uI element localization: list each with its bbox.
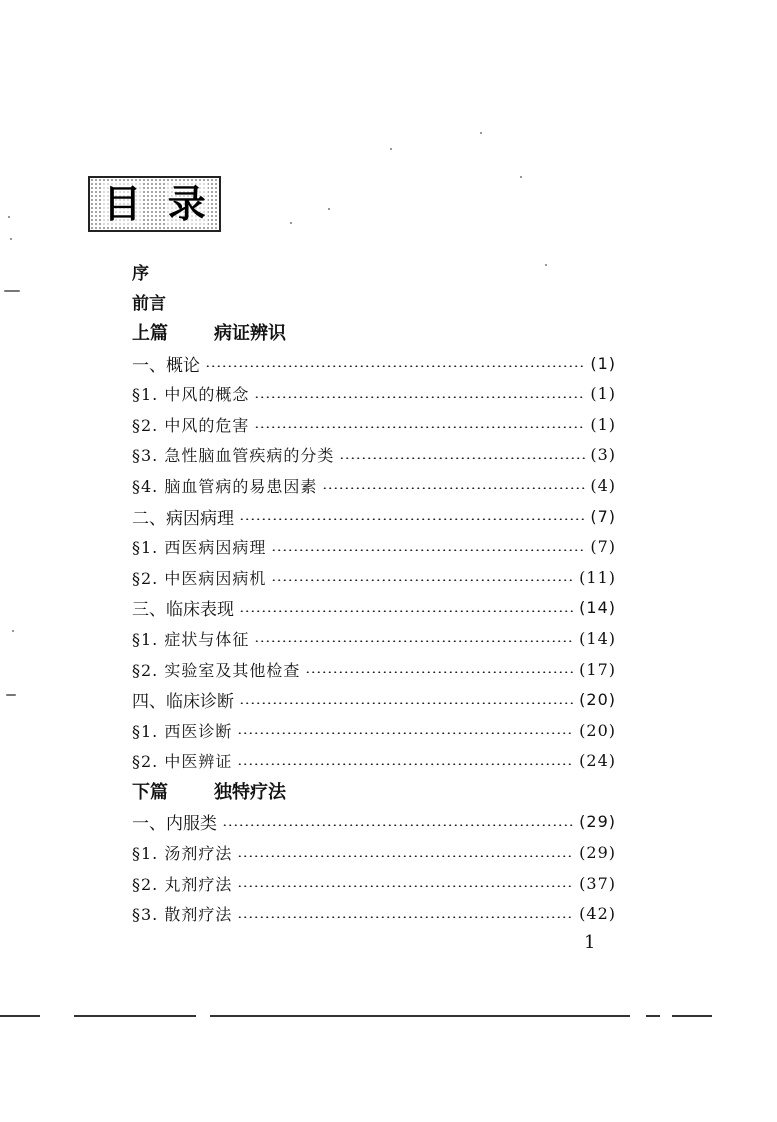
dot-leader	[254, 640, 574, 642]
dot-leader	[239, 518, 585, 520]
toc-entry-label: §4. 脑血管病的易患因素	[132, 476, 318, 496]
dot-leader	[271, 549, 585, 551]
toc-entry	[132, 623, 616, 654]
toc-entry-page: (14)	[579, 628, 616, 648]
toc-part-2-title: 独特疗法	[214, 782, 286, 804]
scan-speck	[6, 694, 16, 696]
toc-entry	[132, 409, 616, 440]
dot-leader	[237, 763, 574, 765]
toc-title-box	[88, 176, 221, 232]
dot-leader	[237, 885, 574, 887]
dot-leader	[239, 610, 574, 612]
toc-entry-page: (29)	[579, 843, 616, 863]
bottom-rule	[74, 1015, 196, 1017]
toc-entry-page: (17)	[579, 659, 616, 679]
toc-part-1	[132, 317, 616, 348]
scan-speck	[545, 264, 547, 266]
scan-speck	[480, 132, 482, 134]
toc-part-2-label: 下篇	[132, 782, 168, 804]
toc-entry	[132, 531, 616, 562]
toc-entry-page: (20)	[579, 720, 616, 740]
toc-entry	[132, 501, 616, 532]
toc-entry-label: §1. 汤剂疗法	[132, 844, 233, 864]
toc-title-char-2: 录	[167, 182, 206, 226]
dot-leader	[271, 579, 574, 581]
toc-entry	[132, 746, 616, 777]
toc-entry-label: §2. 中风的危害	[132, 415, 250, 435]
toc-entry-label: §3. 散剂疗法	[132, 905, 233, 925]
toc-entry-label: 一、概论	[132, 355, 200, 376]
scan-speck	[4, 290, 20, 292]
toc-part-2	[132, 776, 616, 807]
toc-entry-label: §2. 丸剂疗法	[132, 874, 233, 894]
toc-foreword	[132, 287, 616, 318]
toc-entry	[132, 593, 616, 624]
scan-speck	[520, 176, 522, 178]
toc-entry	[132, 470, 616, 501]
toc-entry-page: (14)	[579, 598, 616, 618]
toc-entry	[132, 654, 616, 685]
dot-leader	[339, 457, 585, 459]
scan-speck	[328, 208, 330, 210]
toc-entry	[132, 868, 616, 899]
toc-entry-page: (4)	[590, 475, 616, 495]
toc-entry	[132, 562, 616, 593]
toc-entry	[132, 378, 616, 409]
dot-leader	[254, 396, 585, 398]
scan-speck	[290, 222, 292, 224]
toc-entry-label: §1. 症状与体征	[132, 629, 250, 649]
toc-entry-page: (24)	[579, 751, 616, 771]
toc-entry	[132, 898, 616, 929]
scan-speck	[390, 148, 392, 150]
toc-entry-label: 四、临床诊断	[132, 692, 234, 713]
toc-entry	[132, 807, 616, 838]
scan-speck	[8, 216, 10, 218]
dot-leader	[237, 732, 574, 734]
toc-entry-label: 二、病因病理	[132, 508, 234, 529]
dot-leader	[205, 365, 585, 367]
toc-part-1-label: 上篇	[132, 323, 168, 345]
toc-entry	[132, 440, 616, 471]
toc-entry-label: §1. 中风的概念	[132, 385, 250, 405]
toc-entry-page: (1)	[590, 384, 616, 404]
bottom-rule	[672, 1015, 712, 1017]
dot-leader	[239, 702, 574, 704]
toc-entry-page: (3)	[590, 445, 616, 465]
toc-entry-page: (1)	[590, 353, 616, 373]
scan-speck	[10, 238, 12, 240]
toc-entry-page: (7)	[590, 537, 616, 557]
toc-entry	[132, 348, 616, 379]
toc-entry-label: §2. 中医病因病机	[132, 568, 267, 588]
toc-preface	[132, 256, 616, 287]
bottom-rule	[210, 1015, 630, 1017]
table-of-contents	[132, 256, 616, 929]
toc-entry-label: §1. 西医病因病理	[132, 538, 267, 558]
toc-entry-page: (1)	[590, 414, 616, 434]
toc-entry-page: (7)	[590, 506, 616, 526]
page-number: 1	[584, 932, 596, 953]
toc-entry-label: §1. 西医诊断	[132, 721, 233, 741]
toc-preface-label: 序	[132, 263, 149, 284]
toc-entry-label: §3. 急性脑血管疾病的分类	[132, 446, 335, 466]
toc-title-char-1: 目	[103, 182, 142, 226]
toc-entry-page: (37)	[579, 873, 616, 893]
toc-entry-label: §2. 中医辨证	[132, 752, 233, 772]
dot-leader	[237, 855, 574, 857]
toc-part-1-title: 病证辨识	[214, 323, 286, 345]
toc-entry-label: 三、临床表现	[132, 600, 234, 621]
toc-entry	[132, 837, 616, 868]
dot-leader	[237, 916, 574, 918]
toc-foreword-label: 前言	[132, 294, 166, 315]
toc-entry-page: (20)	[579, 690, 616, 710]
toc-entry-page: (42)	[579, 904, 616, 924]
toc-entry-label: §2. 实验室及其他检查	[132, 660, 301, 680]
dot-leader	[222, 824, 574, 826]
toc-entry	[132, 684, 616, 715]
toc-entry-label: 一、内服类	[132, 814, 217, 835]
dot-leader	[254, 426, 585, 428]
toc-entry-page: (11)	[579, 567, 616, 587]
toc-entry-page: (29)	[579, 812, 616, 832]
dot-leader	[305, 671, 574, 673]
toc-entry	[132, 715, 616, 746]
bottom-rule	[646, 1015, 660, 1017]
bottom-rule	[0, 1015, 40, 1017]
dot-leader	[322, 487, 585, 489]
scan-speck	[12, 630, 14, 632]
